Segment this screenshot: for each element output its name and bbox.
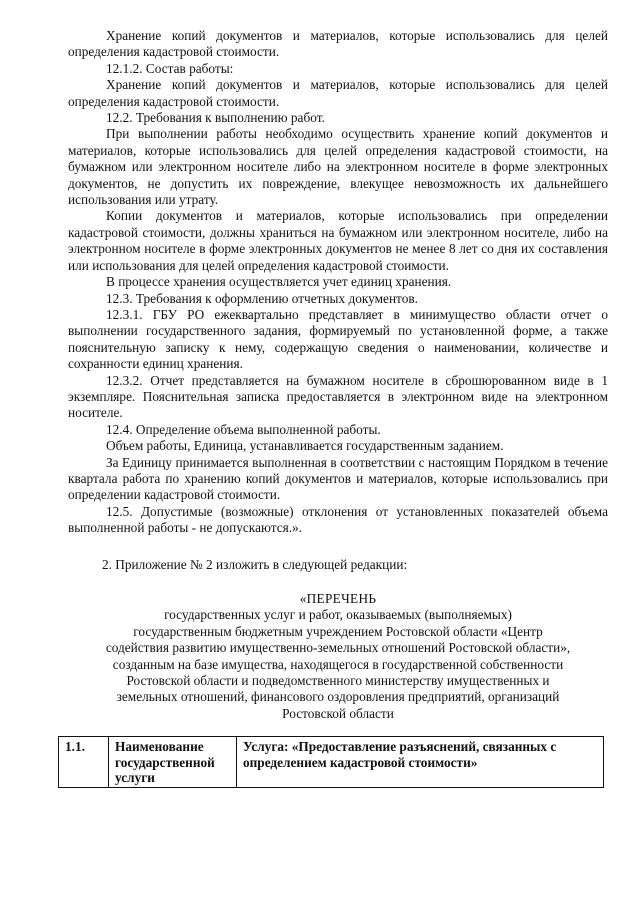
services-table xyxy=(58,736,604,788)
paragraph: Хранение копий документов и материалов, которые использовались для целей определения кадастровой стоимости. xyxy=(68,77,608,109)
paragraph: Хранение копий документов и материалов, которые использовались для целей определения кадастровой стоимости. xyxy=(68,28,608,60)
title-line: земельных отношений, финансового оздоровления предприятий, организаций xyxy=(116,689,560,705)
paragraph: За Единицу принимается выполненная в соответствии с настоящим Порядком в течение квартала работа по хранению копий документов и материалов, которые использовались при определении кадастровой стоимости. xyxy=(68,454,608,503)
paragraph: В процессе хранения осуществляется учет единиц хранения. xyxy=(106,274,452,290)
paragraph: 12.3.1. ГБУ РО ежеквартально представляет в минимущество области отчет о выполнении государственного задания, формируемый по установленной форме, а также пояснительную записку к нему, содержащую сведения о наименовании, количестве и сохранности единиц хранения. xyxy=(68,306,608,372)
paragraph: 12.5. Допустимые (возможные) отклонения от установленных показателей объема выполненной работы - не допускаются.». xyxy=(68,503,608,536)
title-line: государственных услуг и работ, оказываемых (выполняемых) xyxy=(164,607,512,623)
list-heading: «ПЕРЕЧЕНЬ xyxy=(299,591,377,606)
paragraph: 12.1.2. Состав работы: xyxy=(106,60,234,76)
paragraph: 12.2. Требования к выполнению работ. xyxy=(106,110,325,126)
paragraph: 12.4. Определение объема выполненной работы. xyxy=(106,421,381,437)
paragraph: При выполнении работы необходимо осуществить хранение копий документов и материалов, которые использовались для целей определения кадастровой стоимости, на бумажном или электронном носителе либо на электронном носителе в форме электронных документов, не допустить их повреждение, влекущее невозможность их дальнейшего использования или утрату. xyxy=(68,126,608,208)
title-line: содействия развитию имущественно-земельных отношений Ростовской области», xyxy=(105,640,571,656)
row-number: 1.1. xyxy=(59,737,109,788)
paragraph: Копии документов и материалов, которые использовались при определении кадастровой стоимости, должны храниться на бумажном или электронном носителе, либо на электронном носителе в форме электронных документов не менее 8 лет со дня их составления или использования для целей определения кадастровой стоимости. xyxy=(68,208,608,273)
title-line: созданным на базе имущества, находящегося в государственной собственности xyxy=(112,656,564,672)
paragraph: Объем работы, Единица, устанавливается государственным заданием. xyxy=(106,438,504,454)
title-line: Ростовской области и подведомственного министерству имущественных и xyxy=(126,673,550,689)
paragraph: 12.3. Требования к оформлению отчетных документов. xyxy=(106,290,418,306)
row-label: Наименование государственной услуги xyxy=(109,737,237,788)
paragraph: 12.3.2. Отчет представляется на бумажном носителе в сброшюрованном виде в 1 экземпляре. Пояснительная записка предоставляется в электронном виде на электронном носителе. xyxy=(68,372,608,421)
title-line: Ростовской области xyxy=(282,705,394,721)
table-row xyxy=(59,737,604,788)
amendment-item: 2. Приложение № 2 изложить в следующей редакции: xyxy=(102,556,408,572)
list-title xyxy=(68,591,608,722)
row-value: Услуга: «Предоставление разъяснений, связанных с определением кадастровой стоимости» xyxy=(237,737,604,788)
body-text xyxy=(68,28,608,537)
title-line: государственным бюджетным учреждением Ростовской области «Центр xyxy=(133,623,543,639)
